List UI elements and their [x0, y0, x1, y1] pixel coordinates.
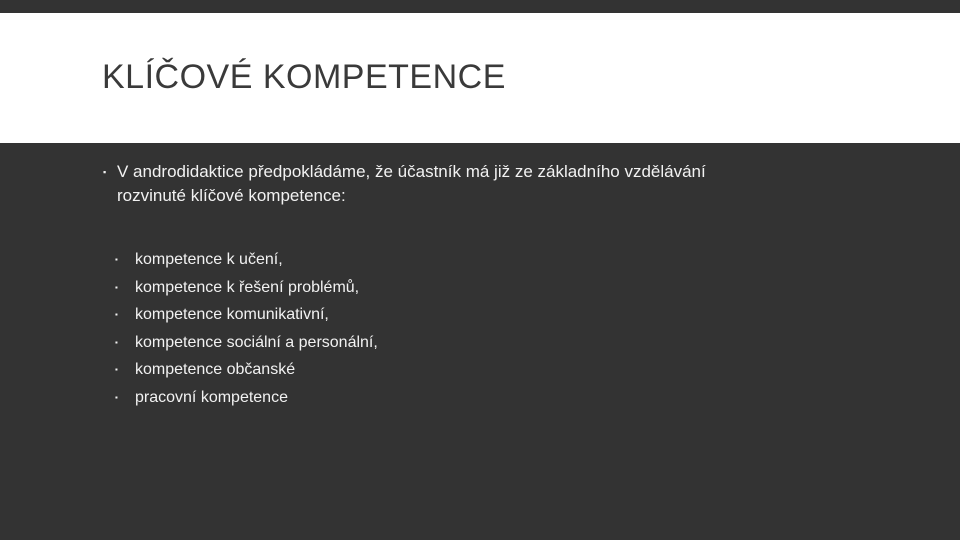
- bullet-icon: ▪: [115, 282, 118, 292]
- intro-line-1: V androdidaktice předpokládáme, že účastník má již ze základního vzdělávání: [117, 162, 706, 181]
- list-item: [115, 356, 863, 384]
- bullet-icon: ▪: [115, 255, 118, 264]
- intro-line-2: rozvinuté klíčové kompetence:: [117, 186, 346, 205]
- slide-body: [103, 160, 863, 411]
- bullet-icon: ▪: [115, 337, 118, 347]
- list-item: [115, 246, 863, 274]
- list-item-text: pracovní kompetence: [135, 388, 288, 406]
- slide-title: KLÍČOVÉ KOMPETENCE: [102, 58, 506, 96]
- list-item: [115, 384, 863, 412]
- bullet-icon: ▪: [115, 392, 118, 402]
- intro-paragraph: [103, 160, 863, 208]
- list-item: [115, 274, 863, 302]
- list-item: [115, 301, 863, 329]
- bullet-icon: ▪: [115, 310, 118, 319]
- competence-list: [103, 246, 863, 411]
- list-item-text: kompetence komunikativní,: [135, 306, 329, 323]
- bullet-icon: ▪: [115, 365, 118, 374]
- bullet-icon: ▪: [103, 167, 107, 177]
- list-item-text: kompetence občanské: [135, 361, 296, 378]
- list-item-text: kompetence k řešení problémů,: [135, 278, 360, 296]
- list-item: [115, 329, 863, 357]
- list-item-text: kompetence k učení,: [135, 251, 283, 268]
- list-item-text: kompetence sociální a personální,: [135, 333, 378, 351]
